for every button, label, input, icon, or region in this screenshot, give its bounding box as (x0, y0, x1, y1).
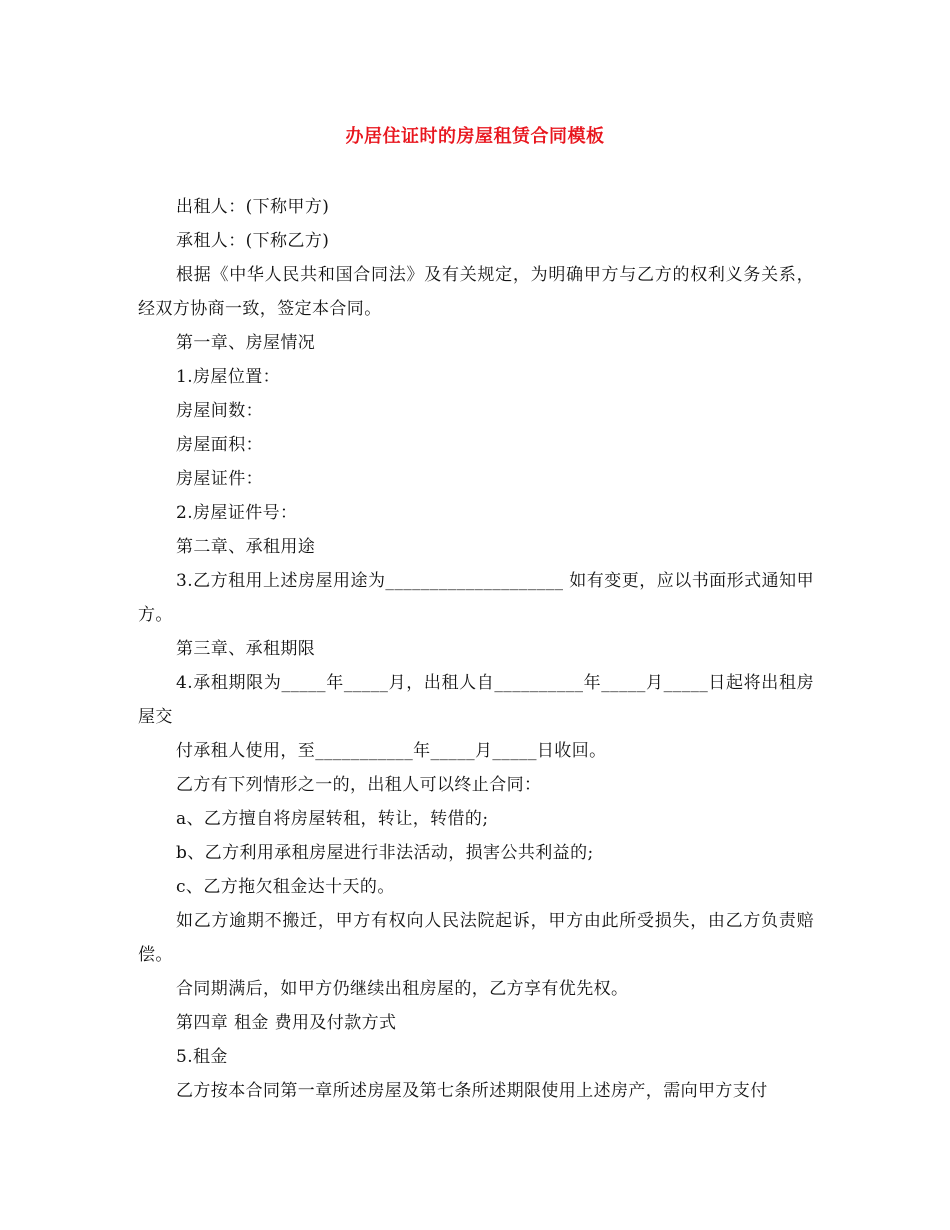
chapter-1-heading: 第一章、房屋情况 (176, 333, 316, 353)
paragraph-certificate: 房屋证件： (176, 469, 263, 489)
chapter-4-heading: 第四章 租金 费用及付款方式 (176, 1013, 397, 1033)
paragraph-priority: 合同期满后，如甲方仍继续出租房屋的，乙方享有优先权。 (176, 979, 629, 999)
paragraph-term-continued: 付承租人使用，至___________年_____月_____日收回。 (176, 741, 607, 761)
paragraph-area: 房屋面积： (176, 435, 263, 455)
paragraph-rent: 乙方按本合同第一章所述房屋及第七条所述期限使用上述房产，需向甲方支付 (176, 1081, 768, 1101)
chapter-3-heading: 第三章、承租期限 (176, 639, 316, 659)
paragraph-lessor: 出租人：(下称甲方) (176, 197, 330, 217)
list-item-b: b、乙方利用承租房屋进行非法活动，损害公共利益的; (176, 843, 594, 863)
paragraph-location: 1.房屋位置： (176, 367, 281, 387)
paragraph-rooms: 房屋间数： (176, 401, 263, 421)
paragraph-term: 4.承租期限为_____年_____月，出租人自__________年_____月_____日起将出租房屋交 (138, 673, 814, 727)
paragraph-preamble: 根据《中华人民共和国合同法》及有关规定，为明确甲方与乙方的权利义务关系，经双方协商一致，签定本合同。 (138, 265, 814, 319)
list-item-c: c、乙方拖欠租金达十天的。 (176, 877, 395, 897)
chapter-2-heading: 第二章、承租用途 (176, 537, 316, 557)
document-title: 办居住证时的房屋租赁合同模板 (345, 126, 605, 147)
paragraph-overdue: 如乙方逾期不搬迁，甲方有权向人民法院起诉，甲方由此所受损失，由乙方负责赔偿。 (138, 911, 814, 965)
document-body (138, 190, 814, 1108)
paragraph-lessee: 承租人：(下称乙方) (176, 231, 330, 251)
list-item-a: a、乙方擅自将房屋转租，转让，转借的; (176, 809, 489, 829)
paragraph-termination-intro: 乙方有下列情形之一的，出租人可以终止合同： (176, 775, 542, 795)
paragraph-certificate-number: 2.房屋证件号： (176, 503, 298, 523)
paragraph-rent-heading: 5.租金 (176, 1047, 228, 1067)
paragraph-usage: 3.乙方租用上述房屋用途为____________________ 如有变更，应以书面形式通知甲方。 (138, 571, 814, 625)
